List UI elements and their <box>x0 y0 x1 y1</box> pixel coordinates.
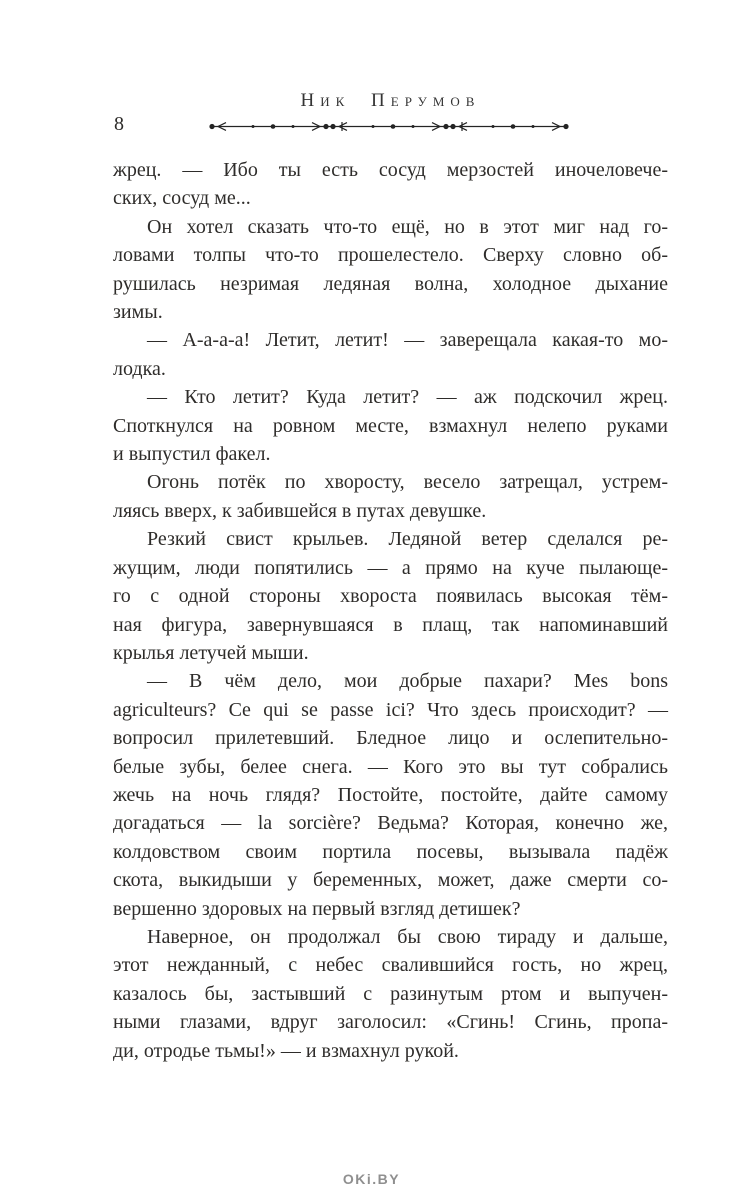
text-line: ными глазами, вдруг заголосил: «Сгинь! Сгинь, пропа- <box>113 1011 668 1034</box>
paragraph <box>113 326 668 383</box>
text-line: ная фигура, завернувшаяся в плащ, так напоминавший <box>113 613 668 636</box>
text-line: колдовством своим портила посевы, вызывала падёж <box>113 840 668 863</box>
text-line: догадаться — la sorcière? Ведьма? Которая, конечно же, <box>113 812 668 835</box>
text-line: зимы. <box>113 301 163 324</box>
text-line: скота, выкидыши у беременных, может, даже смерти со- <box>113 869 668 892</box>
text-line: ди, отродье тьмы!» — и взмахнул рукой. <box>113 1039 459 1062</box>
paragraph <box>113 383 668 468</box>
text-line: жечь на ночь глядя? Постойте, постойте, дайте самому <box>113 783 668 806</box>
text-line: жрец. — Ибо ты есть сосуд мерзостей иночеловече- <box>113 159 668 181</box>
page-number: 8 <box>114 113 124 135</box>
paragraph <box>113 667 668 923</box>
text-line: этот нежданный, с небес свалившийся гость, но жрец, <box>113 954 668 977</box>
paragraph <box>113 156 668 213</box>
text-line: ляясь вверх, к забившейся в путах девушке. <box>113 499 487 522</box>
text-line: вершенно здоровых на первый взгляд детишек? <box>113 897 521 920</box>
text-line: го с одной стороны хвороста появилась высокая тём- <box>113 585 668 608</box>
paragraph <box>113 923 668 1065</box>
text-line: Споткнулся на ровном месте, взмахнул нелепо руками <box>113 414 668 437</box>
page-text <box>113 156 668 1065</box>
text-line: рушилась незримая ледяная волна, холодное дыхание <box>113 272 668 295</box>
text-line: Огонь потёк по хворосту, весело затрещал, устрем- <box>147 471 668 494</box>
text-line: ских, сосуд ме... <box>113 187 251 210</box>
text-line: вопросил прилетевший. Бледное лицо и ослепительно- <box>113 727 668 750</box>
header-divider-ornament-icon <box>208 120 570 133</box>
text-line: жущим, люди попятились — а прямо на куче пылающе- <box>113 556 668 579</box>
text-line: ловами толпы что-то прошелестело. Сверху словно об- <box>113 244 668 267</box>
text-line: — Кто летит? Куда летит? — аж подскочил жрец. <box>147 386 668 409</box>
text-line: лодка. <box>113 357 166 380</box>
paragraph <box>113 525 668 667</box>
text-line: казалось бы, застывший с разинутым ртом и выпучен- <box>113 982 668 1005</box>
text-line: Резкий свист крыльев. Ледяной ветер сделался ре- <box>147 528 668 551</box>
running-header-author: Ник Перумов <box>300 90 481 111</box>
text-line: Он хотел сказать что-то ещё, но в этот миг над го- <box>147 215 668 238</box>
site-watermark: OKi.BY <box>342 1171 401 1187</box>
paragraph <box>113 213 668 327</box>
text-line: — В чём дело, мои добрые пахари? Mes bons <box>147 670 668 693</box>
text-line: Наверное, он продолжал бы свою тираду и дальше, <box>147 925 668 948</box>
text-line: agriculteurs? Ce qui se passe ici? Что здесь происходит? — <box>113 698 668 721</box>
text-line: белые зубы, белее снега. — Кого это вы тут собрались <box>113 755 668 778</box>
text-line: крылья летучей мыши. <box>113 641 309 664</box>
text-line: и выпустил факел. <box>113 443 271 466</box>
text-line: — А-а-а-а! Летит, летит! — заверещала какая-то мо- <box>147 329 668 352</box>
paragraph <box>113 468 668 525</box>
